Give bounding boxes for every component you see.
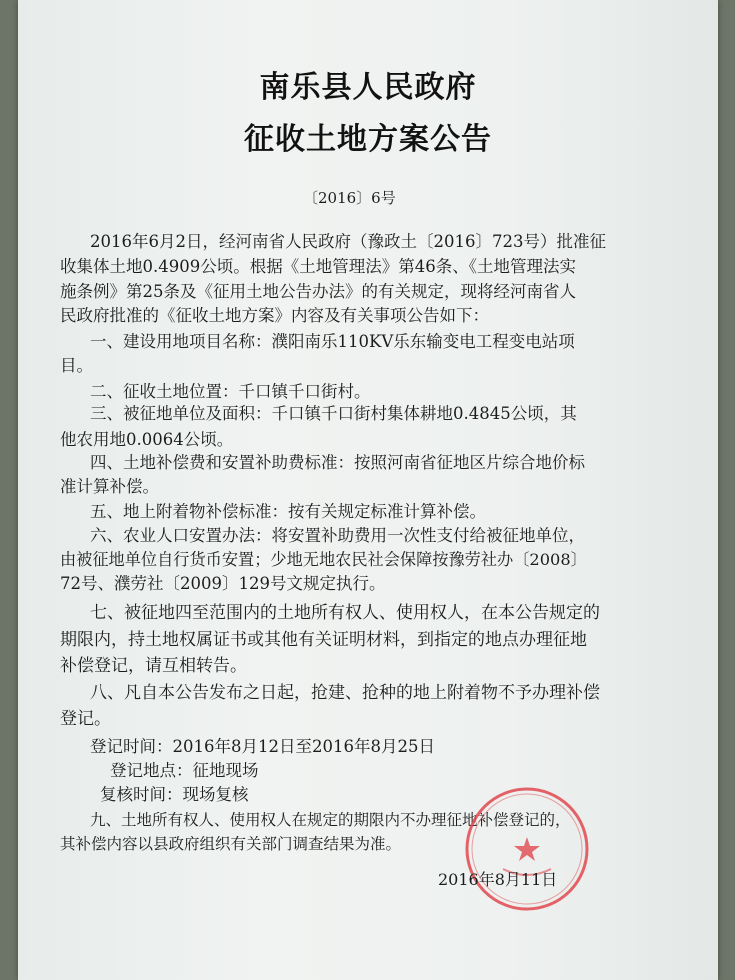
body-line: 五、地上附着物补偿标准：按有关规定标准计算补偿。: [90, 502, 486, 521]
title-line-2: 征收土地方案公告: [244, 122, 492, 157]
body-line: 其补偿内容以县政府组织有关部门调查结果为准。: [60, 835, 402, 853]
body-line: 登记。: [60, 709, 111, 729]
body-line: 2016年6月2日，经河南省人民政府（豫政土〔2016〕723号）批准征: [90, 232, 606, 251]
body-line: 七、被征地四至范围内的土地所有权人、使用权人，在本公告规定的: [90, 603, 600, 623]
body-line: 施条例》第25条及《征用土地公告办法》的有关规定，现将经河南省人: [60, 282, 576, 301]
doc-number: 〔2016〕6号: [303, 189, 396, 207]
body-line: 九、土地所有权人、使用权人在规定的期限内不办理征地补偿登记的，: [90, 811, 571, 829]
body-line: 收集体土地0.4909公顷。根据《土地管理法》第46条、《土地管理法实: [60, 257, 576, 276]
body-line: 六、农业人口安置办法：将安置补助费用一次性支付给被征地单位，: [90, 526, 585, 545]
body-line: 期限内，持土地权属证书或其他有关证明材料，到指定的地点办理征地: [60, 630, 587, 650]
review-time: 复核时间：现场复核: [100, 785, 249, 804]
body-line: 四、土地补偿费和安置补助费标准：按照河南省征地区片综合地价标: [90, 453, 585, 472]
body-line: 72号、濮劳社〔2009〕129号文规定执行。: [60, 574, 386, 593]
document-page: [18, 0, 718, 980]
registration-time: 登记时间：2016年8月12日至2016年8月25日: [90, 737, 435, 756]
body-line: 八、凡自本公告发布之日起，抢建、抢种的地上附着物不予办理补偿: [90, 683, 600, 703]
title-line-1: 南乐县人民政府: [259, 70, 477, 105]
body-line: 由被征地单位自行货币安置；少地无地农民社会保障按豫劳社办〔2008〕: [60, 550, 587, 569]
body-line: 民政府批准的《征收土地方案》内容及有关事项公告如下：: [60, 306, 489, 325]
body-line: 一、建设用地项目名称：濮阳南乐110KV乐东输变电工程变电站项: [90, 332, 575, 351]
body-line: 补偿登记，请互相转告。: [60, 656, 247, 676]
official-seal: [463, 785, 591, 913]
issue-date: 2016年8月11日: [438, 870, 558, 889]
body-line: 二、征收土地位置：千口镇千口街村。: [90, 382, 371, 401]
body-line: 他农用地0.0064公顷。: [60, 430, 234, 449]
body-line: 三、被征地单位及面积：千口镇千口街村集体耕地0.4845公顷，其: [90, 404, 577, 423]
registration-place: 登记地点：征地现场: [110, 761, 259, 780]
body-line: 准计算补偿。: [60, 477, 159, 496]
body-line: 目。: [60, 356, 93, 375]
